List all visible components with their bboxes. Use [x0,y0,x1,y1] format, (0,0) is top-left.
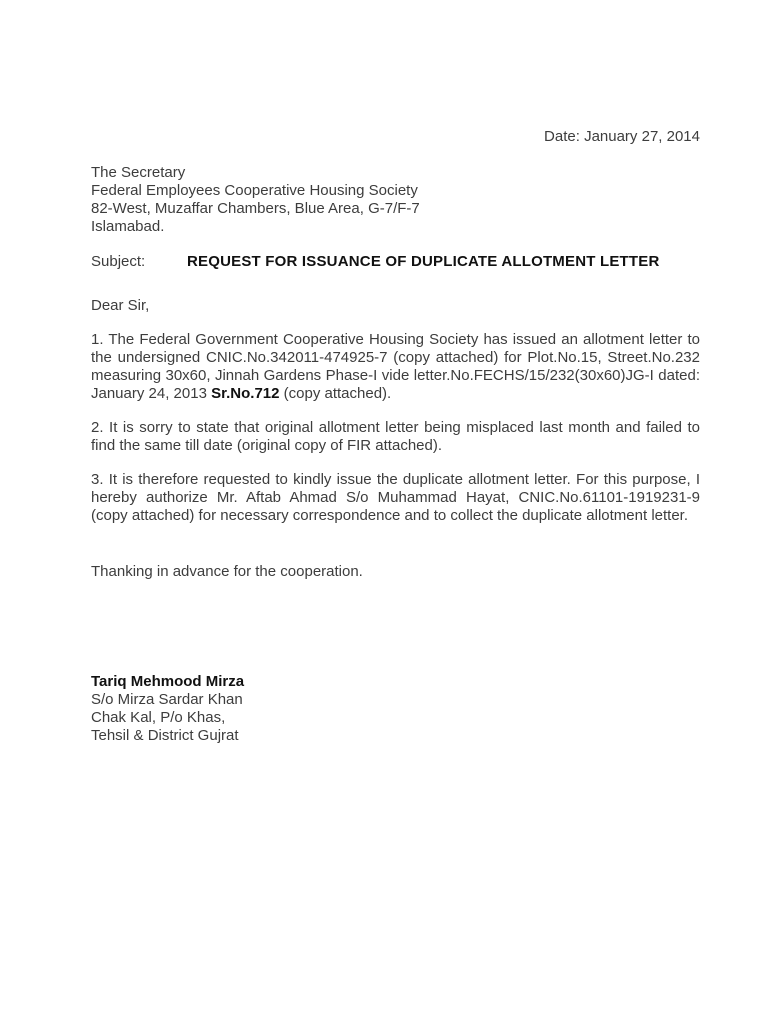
body-paragraph-2: 2. It is sorry to state that original allotment letter being misplaced last month and failed to find the same till date (original copy of FIR attached). [91,419,700,454]
serial-number-bold: Sr.No.712 [211,385,280,402]
date-line: Date: January 27, 2014 [544,128,700,145]
subject-label: Subject: [91,253,146,270]
signature-block [91,673,700,745]
subject-line [91,253,700,271]
recipient-title: The Secretary [91,164,186,181]
salutation: Dear Sir, [91,297,150,314]
body-paragraph-1 [91,331,700,403]
body-paragraph-1-text: 1. The Federal Government Cooperative Housing Society has issued an allotment letter to the undersigned CNIC.No.342011-474925-7 (copy attached) for Plot.No.15, Street.No.232 measuring 30x60, Jinnah Gardens Phase-I vide letter.No.FECHS/15/232(30x60)JG-I dated: January 24, 2013 [91,331,700,402]
recipient-organization: Federal Employees Cooperative Housing Society [91,182,418,199]
closing-line: Thanking in advance for the cooperation. [91,563,363,580]
subject-text: REQUEST FOR ISSUANCE OF DUPLICATE ALLOTMENT LETTER [187,253,660,270]
body-paragraph-1-tail: (copy attached). [279,385,392,402]
recipient-address-block [91,164,700,236]
recipient-street-address: 82-West, Muzaffar Chambers, Blue Area, G-7/F-7 [91,200,420,217]
signature-address: Chak Kal, P/o Khas, [91,709,226,726]
signature-father-name: S/o Mirza Sardar Khan [91,691,243,708]
signature-name: Tariq Mehmood Mirza [91,673,245,690]
body-paragraph-3: 3. It is therefore requested to kindly issue the duplicate allotment letter. For this purpose, I hereby authorize Mr. Aftab Ahmad S/o Muhammad Hayat, CNIC.No.61101-1919231-9 (copy attached) for necessary correspondence and to collect the duplicate allotment letter. [91,471,700,524]
signature-district: Tehsil & District Gujrat [91,727,239,744]
recipient-city: Islamabad. [91,218,165,235]
